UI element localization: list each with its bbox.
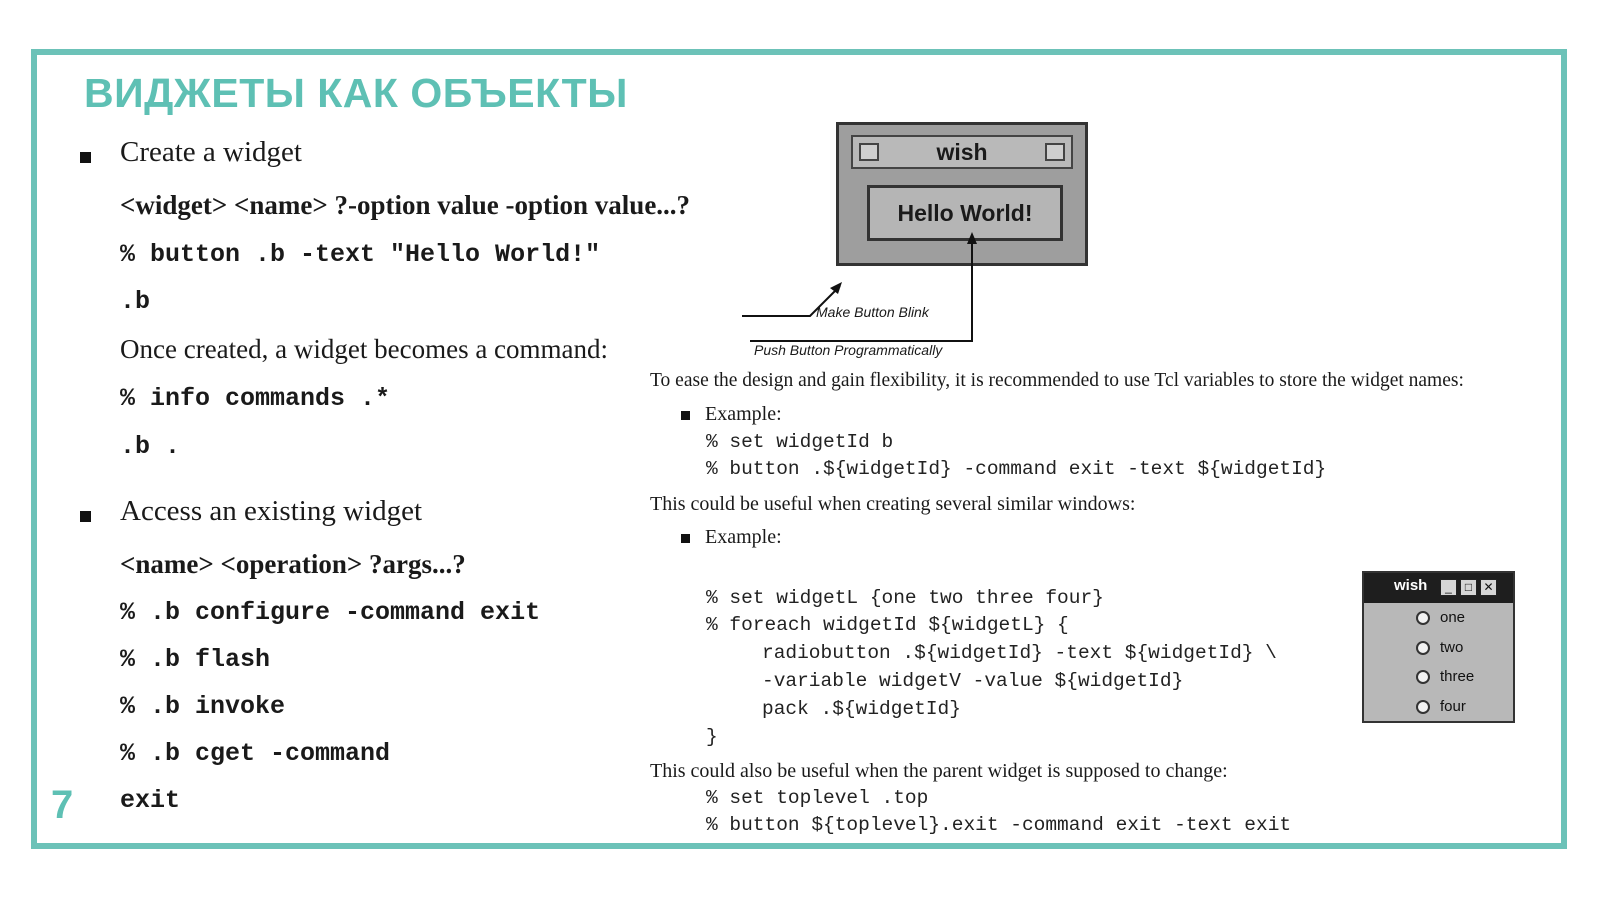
window-titlebar [851,135,1073,169]
output-info-commands: .b . [120,432,181,461]
radio-option [1416,608,1506,630]
code-variable: -variable widgetV -value ${widgetId} [762,670,1184,692]
code-button-widgetid: % button .${widgetId} -command exit -text ${widgetId} [706,458,1327,480]
radio-icon [1416,670,1430,684]
code-foreach: % foreach widgetId ${widgetL} { [706,614,1069,636]
code-close-brace: } [706,726,718,748]
once-created-text: Once created, a widget becomes a command: [120,334,609,364]
output-exit: exit [120,786,181,815]
useful-text-2: This could also be useful when the parent widget is supposed to change: [650,760,1228,782]
arrow-push [750,236,972,341]
window-titlebar [1364,573,1513,603]
code-flash: % .b flash [120,645,271,674]
output-b: .b [120,287,151,316]
section-heading-create: Create a widget [120,136,302,168]
code-set-toplevel: % set toplevel .top [706,787,929,809]
arrowhead-icon [830,282,842,294]
code-pack: pack .${widgetId} [762,698,961,720]
access-syntax: <name> <operation> ?args...? [120,549,466,579]
radio-icon [1416,611,1430,625]
create-syntax: <widget> <name> ?-option value -option value...? [120,190,691,220]
slide-title: ВИДЖЕТЫ КАК ОБЪЕКТЫ [84,70,628,116]
caption-make-button-blink: Make Button Blink [816,304,929,320]
radio-label: three [1440,668,1475,685]
page-number: 7 [51,783,74,827]
caption-push-button: Push Button Programmatically [754,342,943,358]
maximize-icon: □ [1460,579,1477,596]
section-heading-access: Access an existing widget [120,495,423,527]
code-set-widgetl: % set widgetL {one two three four} [706,587,1104,609]
intro-text: To ease the design and gain flexibility, it is recommended to use Tcl variables to store the widget names: [650,370,1464,391]
bullet-icon [681,534,690,543]
code-info-commands: % info commands .* [120,384,391,413]
code-button-create: % button .b -text "Hello World!" [120,240,601,269]
bullet-icon [80,152,91,163]
figure-arrows [730,230,990,345]
bullet-icon [681,411,690,420]
code-cget: % .b cget -command [120,739,391,768]
arrowhead-icon [967,232,977,244]
radio-option [1416,697,1506,719]
radio-icon [1416,700,1430,714]
radio-label: four [1440,698,1466,715]
radio-option [1416,638,1506,660]
radio-label: one [1440,609,1466,626]
code-radiobutton: radiobutton .${widgetId} -text ${widgetId} \ [762,642,1277,664]
window-title: wish [1394,577,1428,594]
example-label: Example: [705,403,782,425]
code-configure: % .b configure -command exit [120,598,541,627]
radio-option [1416,667,1506,689]
minimize-icon: _ [1440,579,1457,596]
radio-icon [1416,641,1430,655]
close-icon: ✕ [1480,579,1497,596]
code-button-toplevel: % button ${toplevel}.exit -command exit -text exit [706,814,1292,836]
example-label-2: Example: [705,526,782,548]
bullet-icon [80,511,91,522]
maximize-icon [1045,143,1065,161]
code-set-widgetid: % set widgetId b [706,431,894,453]
wish-radio-window-figure [1362,571,1515,723]
hello-world-button: Hello World! [867,185,1063,241]
radio-label: two [1440,639,1464,656]
useful-text-1: This could be useful when creating several similar windows: [650,493,1136,515]
code-invoke: % .b invoke [120,692,286,721]
window-title: wish [936,139,988,165]
